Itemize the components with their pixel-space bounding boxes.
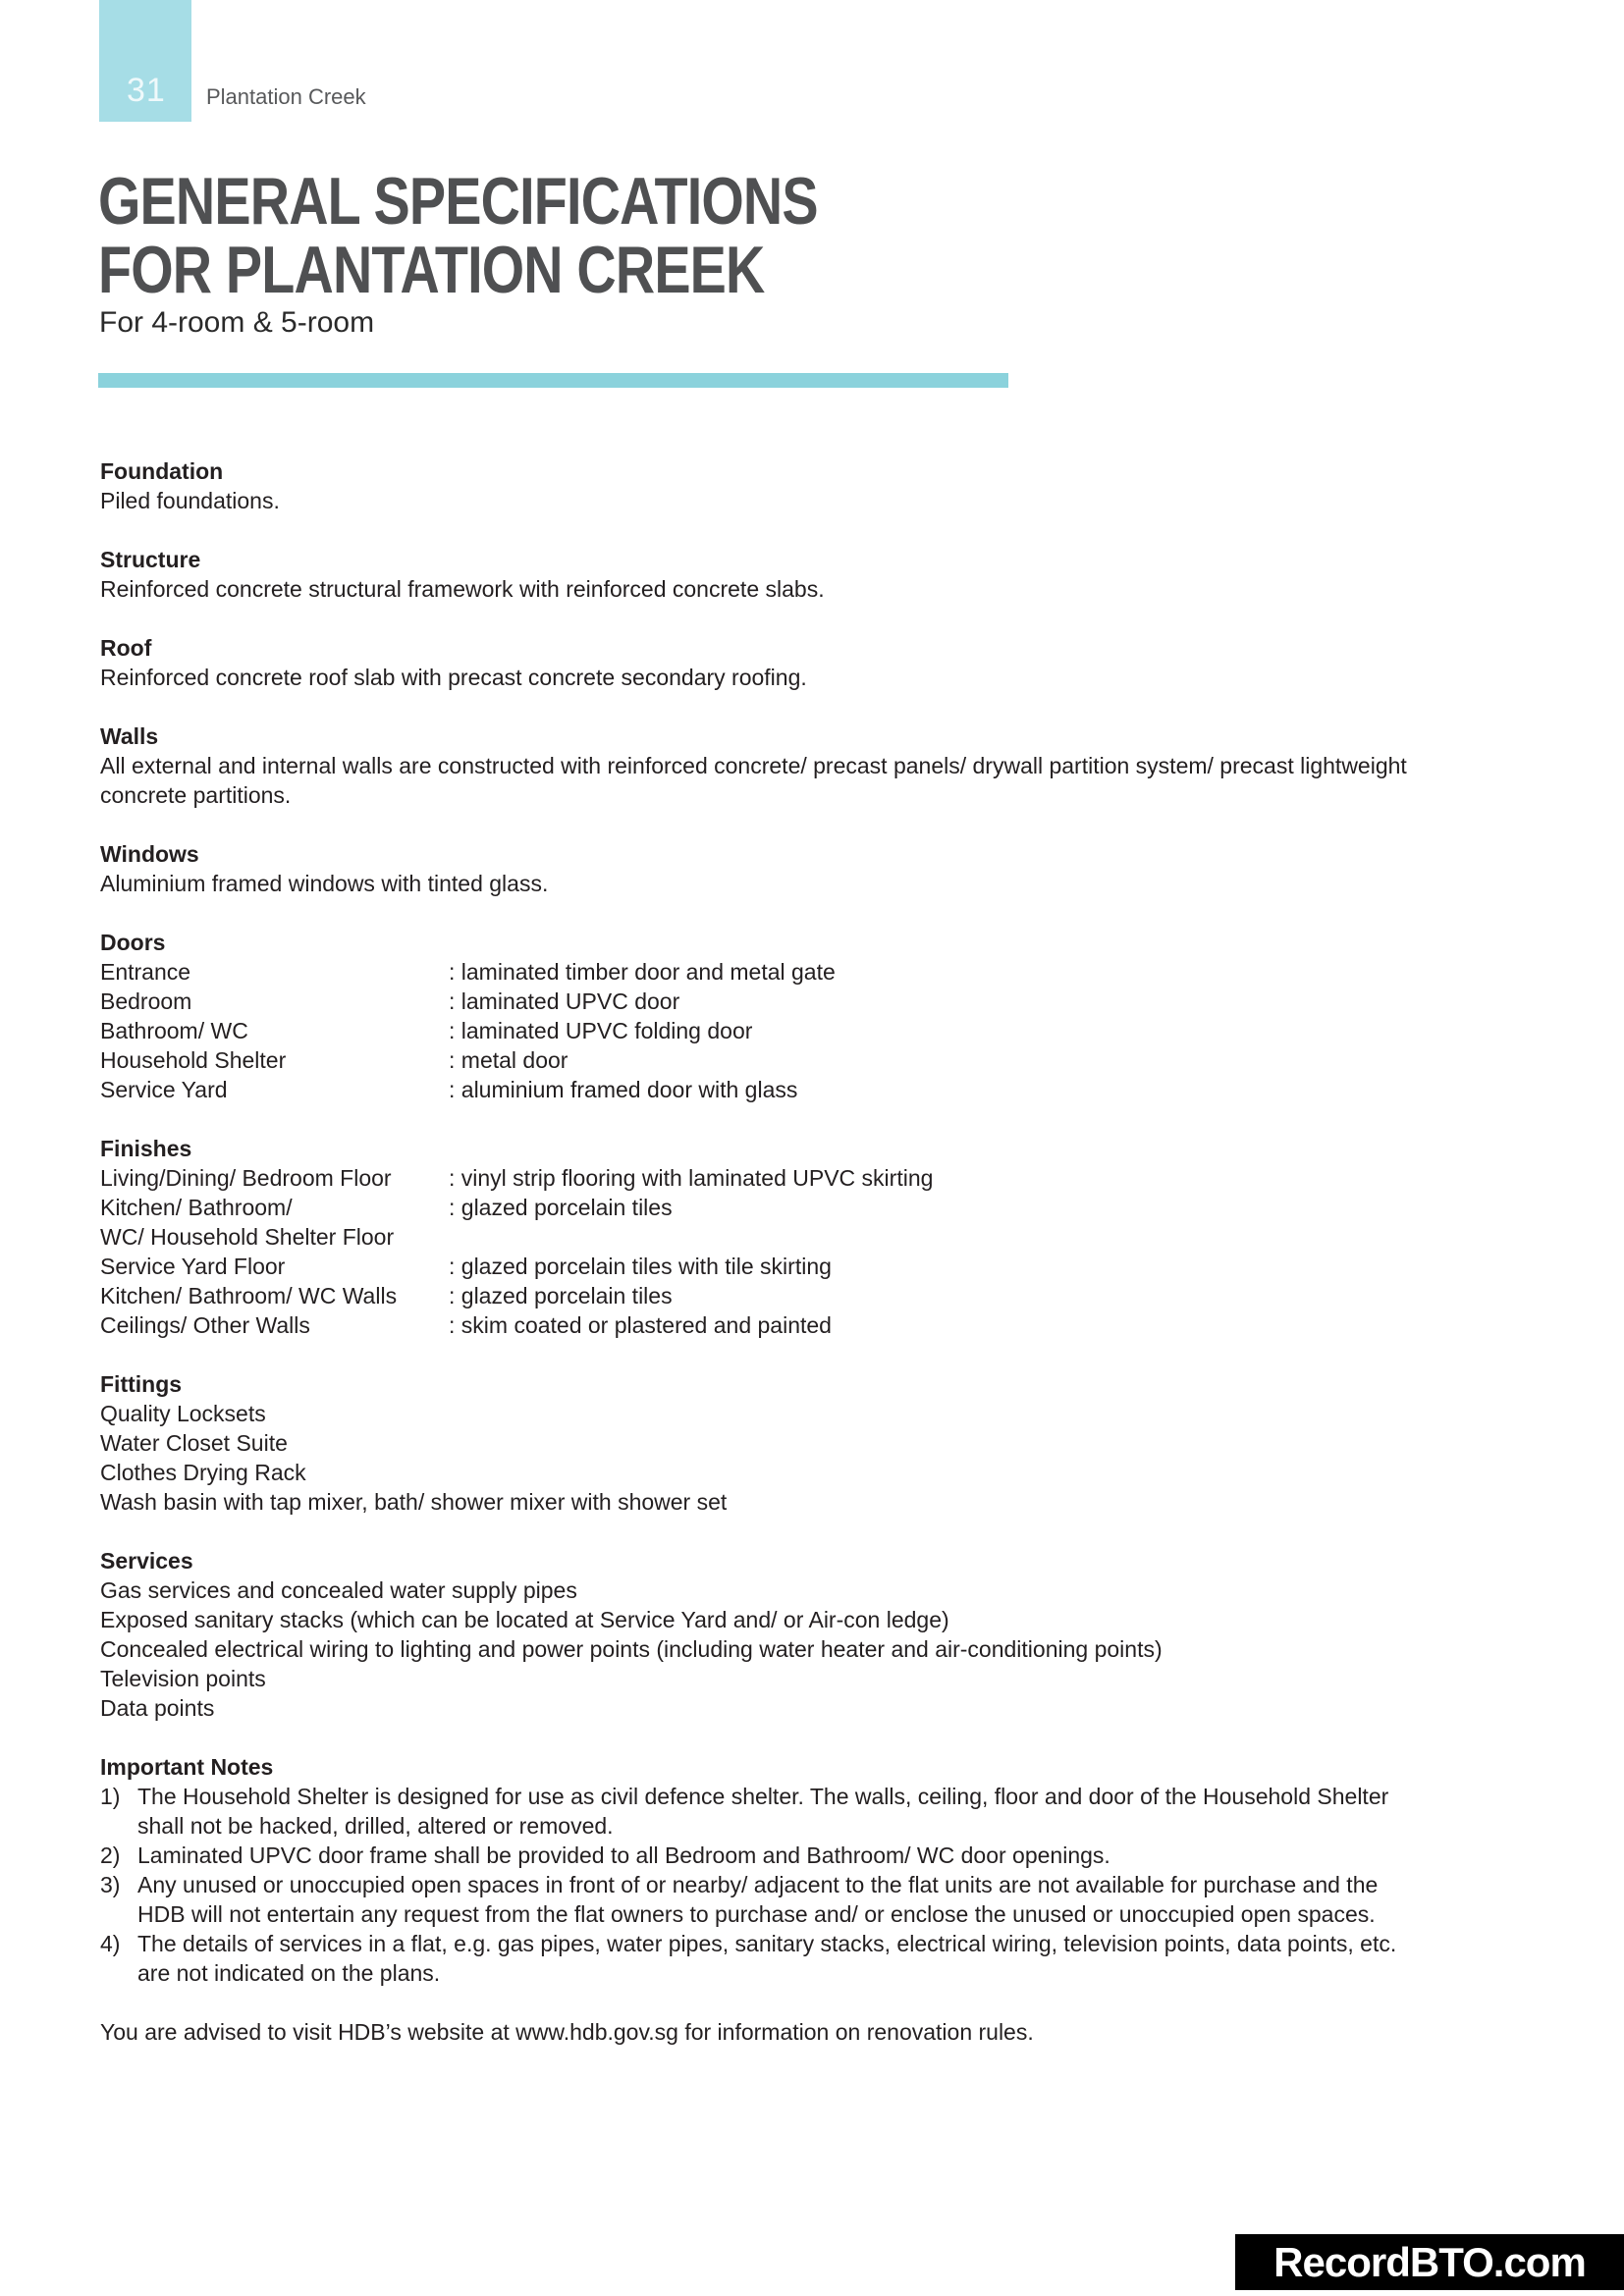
- section-heading: Roof: [100, 635, 152, 661]
- spec-row-label: Kitchen/ Bathroom/ WC Walls: [100, 1283, 398, 1308]
- note-item: [100, 1870, 1565, 1929]
- spec-row-label: Service Yard Floor: [100, 1254, 286, 1279]
- spec-row-label: Household Shelter: [100, 1047, 287, 1073]
- spec-row-value: : metal door: [449, 1047, 568, 1073]
- spec-row: [100, 1281, 1565, 1310]
- section-services: [100, 1546, 1565, 1723]
- section-heading: Structure: [100, 547, 201, 572]
- section-fittings: [100, 1369, 1565, 1517]
- page-subtitle: For 4-room & 5-room: [99, 306, 375, 339]
- watermark-badge: [1235, 2234, 1624, 2290]
- spec-row: [100, 1163, 1565, 1193]
- section-line: Wash basin with tap mixer, bath/ shower mixer with shower set: [100, 1489, 728, 1515]
- section-heading: Windows: [100, 841, 199, 867]
- spec-row: [100, 1045, 1565, 1075]
- spec-row: [100, 1222, 1565, 1252]
- note-item: [100, 1929, 1565, 1988]
- note-line: shall not be hacked, drilled, altered or removed.: [137, 1813, 614, 1839]
- note-number: 2): [100, 1842, 121, 1868]
- note-number: 3): [100, 1872, 121, 1897]
- section-heading: Important Notes: [100, 1754, 274, 1780]
- section-line: Quality Locksets: [100, 1401, 266, 1426]
- section-line: All external and internal walls are constructed with reinforced concrete/ precast panels/ drywall partition system/ precast lightweight: [100, 753, 1407, 778]
- note-line: Any unused or unoccupied open spaces in front of or nearby/ adjacent to the flat units are not available for purchase and the: [137, 1872, 1379, 1897]
- section-line: Water Closet Suite: [100, 1430, 288, 1456]
- spec-row: [100, 1310, 1565, 1340]
- section-roof: [100, 633, 1565, 692]
- spec-row-value: : aluminium framed door with glass: [449, 1077, 798, 1102]
- note-number: 1): [100, 1784, 121, 1809]
- section-windows: [100, 839, 1565, 898]
- note-line: HDB will not entertain any request from the flat owners to purchase and/ or enclose the unused or unoccupied open spaces.: [137, 1901, 1376, 1927]
- spec-row-value: : vinyl strip flooring with laminated UPVC skirting: [449, 1165, 934, 1191]
- section-doors: [100, 928, 1565, 1104]
- section-line: Concealed electrical wiring to lighting and power points (including water heater and air-conditioning points): [100, 1636, 1163, 1662]
- section-line: Clothes Drying Rack: [100, 1460, 306, 1485]
- section-heading: Walls: [100, 723, 159, 749]
- spec-row: [100, 1193, 1565, 1222]
- spec-row-value: : skim coated or plastered and painted: [449, 1312, 832, 1338]
- section-line: Piled foundations.: [100, 488, 280, 513]
- section-finishes: [100, 1134, 1565, 1340]
- section-walls: [100, 721, 1565, 810]
- section-heading: Doors: [100, 930, 166, 955]
- section-line: Reinforced concrete roof slab with precast concrete secondary roofing.: [100, 665, 807, 690]
- spec-row-value: : laminated UPVC folding door: [449, 1018, 753, 1043]
- section-structure: [100, 545, 1565, 604]
- spec-row-value: : glazed porcelain tiles: [449, 1195, 673, 1220]
- note-text: [137, 1929, 1565, 1988]
- accent-divider-bar: [98, 373, 1008, 388]
- note-text: [137, 1870, 1565, 1929]
- page-number-tab: [99, 0, 191, 122]
- spec-row: [100, 957, 1565, 987]
- spec-row-label: Bathroom/ WC: [100, 1018, 248, 1043]
- section-line: Exposed sanitary stacks (which can be located at Service Yard and/ or Air-con ledge): [100, 1607, 949, 1632]
- section-line: Reinforced concrete structural framework with reinforced concrete slabs.: [100, 576, 825, 602]
- section-line: Data points: [100, 1695, 215, 1721]
- page-title: [98, 164, 818, 307]
- watermark-label: RecordBTO.com: [1273, 2238, 1586, 2285]
- note-number: 4): [100, 1931, 121, 1956]
- section-important-notes: [100, 1752, 1565, 1988]
- section-heading: Finishes: [100, 1136, 192, 1161]
- spec-row-label: WC/ Household Shelter Floor: [100, 1224, 395, 1250]
- section-heading: Fittings: [100, 1371, 183, 1397]
- section-heading: Foundation: [100, 458, 224, 484]
- spec-row-value: : glazed porcelain tiles: [449, 1283, 673, 1308]
- page-title-line2: FOR PLANTATION CREEK: [98, 233, 765, 307]
- spec-row-value: : laminated timber door and metal gate: [449, 959, 836, 985]
- spec-row-label: Bedroom: [100, 988, 192, 1014]
- spec-row: [100, 1016, 1565, 1045]
- spec-row: [100, 987, 1565, 1016]
- spec-row: [100, 1075, 1565, 1104]
- renovation-advisory: You are advised to visit HDB’s website at www.hdb.gov.sg for information on renovation rules.: [100, 2019, 1034, 2045]
- section-line: Television points: [100, 1666, 266, 1691]
- note-line: Laminated UPVC door frame shall be provided to all Bedroom and Bathroom/ WC door openings.: [137, 1842, 1110, 1868]
- spec-row-label: Service Yard: [100, 1077, 228, 1102]
- note-item: [100, 1782, 1565, 1841]
- note-line: The details of services in a flat, e.g. gas pipes, water pipes, sanitary stacks, electrical wiring, television points, data points, etc.: [137, 1931, 1397, 1956]
- page-title-line1: GENERAL SPECIFICATIONS: [98, 164, 818, 239]
- spec-row-label: Kitchen/ Bathroom/: [100, 1195, 293, 1220]
- specifications-content: [100, 456, 1565, 2047]
- spec-row-value: : glazed porcelain tiles with tile skirting: [449, 1254, 832, 1279]
- spec-row-label: Living/Dining/ Bedroom Floor: [100, 1165, 392, 1191]
- note-text: [137, 1841, 1565, 1870]
- section-heading: Services: [100, 1548, 193, 1574]
- section-foundation: [100, 456, 1565, 515]
- page-number: 31: [127, 72, 166, 109]
- spec-row-value: : laminated UPVC door: [449, 988, 680, 1014]
- spec-row-value: [449, 1222, 1565, 1252]
- spec-row-label: Ceilings/ Other Walls: [100, 1312, 310, 1338]
- spec-row: [100, 1252, 1565, 1281]
- project-name-label: Plantation Creek: [206, 84, 366, 109]
- note-text: [137, 1782, 1565, 1841]
- section-line: Gas services and concealed water supply pipes: [100, 1577, 577, 1603]
- note-line: are not indicated on the plans.: [137, 1960, 441, 1986]
- spec-row-label: Entrance: [100, 959, 191, 985]
- note-line: The Household Shelter is designed for use as civil defence shelter. The walls, ceiling, floor and door of the Household Shelter: [137, 1784, 1389, 1809]
- section-line: Aluminium framed windows with tinted glass.: [100, 871, 549, 896]
- note-item: [100, 1841, 1565, 1870]
- section-line: concrete partitions.: [100, 782, 292, 808]
